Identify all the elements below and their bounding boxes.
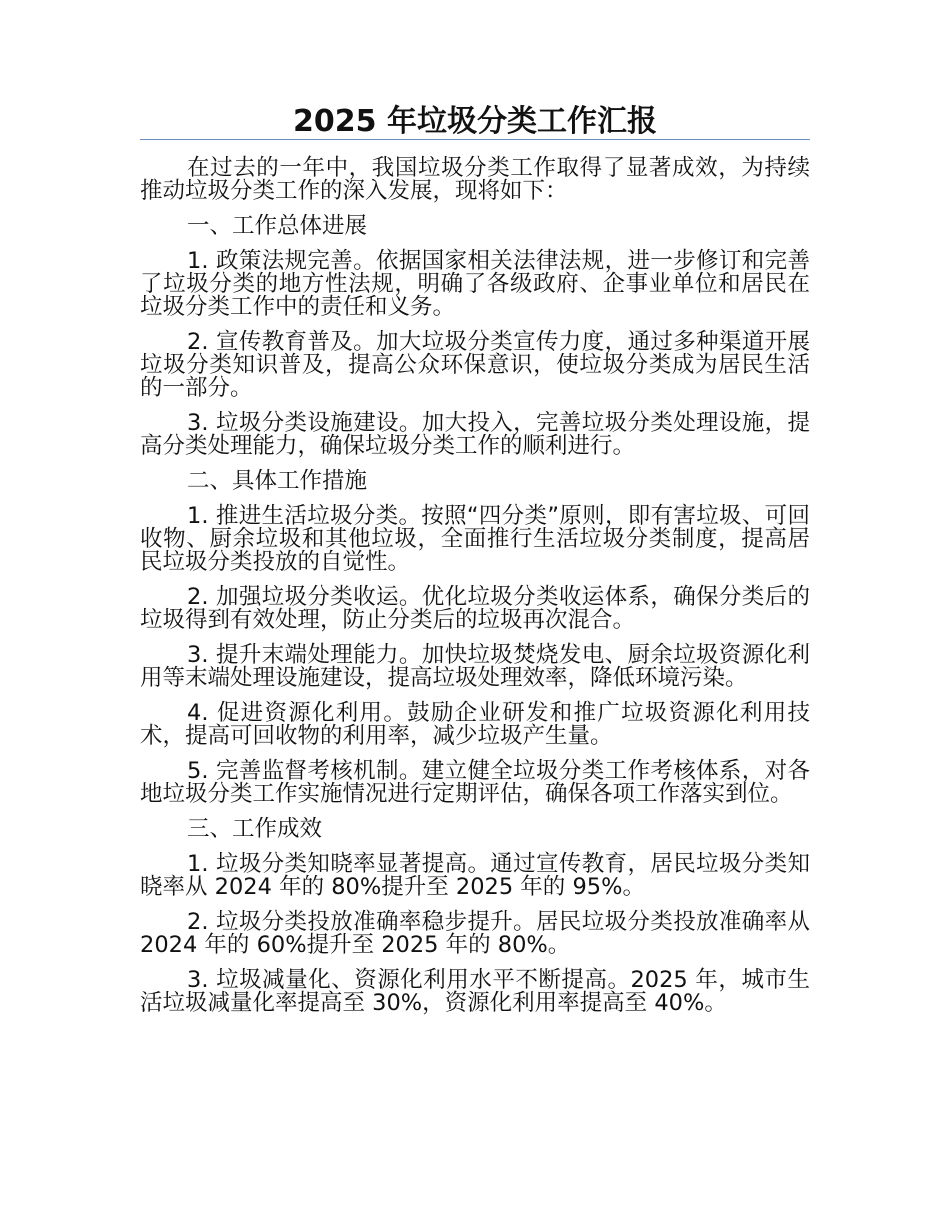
section-heading-results: 三、工作成效 [187,816,323,842]
paragraph-measures-1: 1. 推进生活垃圾分类。按照“四分类”原则，即有害垃圾、可回收物、厨余垃圾和其他垃圾，全面推行生活垃圾分类制度，提高居民垃圾分类投放的自觉性。 [140,503,810,575]
paragraph-progress-3: 3. 垃圾分类设施建设。加大投入，完善垃圾分类处理设施，提高分类处理能力，确保垃圾分类工作的顺利进行。 [140,410,810,459]
paragraph-measures-5: 5. 完善监督考核机制。建立健全垃圾分类工作考核体系，对各地垃圾分类工作实施情况进行定期评估，确保各项工作落实到位。 [140,758,810,807]
paragraph-intro: 在过去的一年中，我国垃圾分类工作取得了显著成效，为持续推动垃圾分类工作的深入发展，现将如下： [140,155,810,204]
paragraph-results-1: 1. 垃圾分类知晓率显著提高。通过宣传教育，居民垃圾分类知晓率从 2024 年的 80%提升至 2025 年的 95%。 [140,851,810,900]
paragraph-measures-3: 3. 提升末端处理能力。加快垃圾焚烧发电、厨余垃圾资源化利用等末端处理设施建设，提高垃圾处理效率，降低环境污染。 [140,642,810,691]
document-title: 2025 年垃圾分类工作汇报 [293,104,657,139]
paragraph-results-2: 2. 垃圾分类投放准确率稳步提升。居民垃圾分类投放准确率从 2024 年的 60%提升至 2025 年的 80%。 [140,909,810,958]
section-heading-progress: 一、工作总体进展 [187,213,368,239]
paragraph-measures-2: 2. 加强垃圾分类收运。优化垃圾分类收运体系，确保分类后的垃圾得到有效处理，防止分类后的垃圾再次混合。 [140,584,810,633]
title-underline [140,139,810,140]
paragraph-progress-1: 1. 政策法规完善。依据国家相关法律法规，进一步修订和完善了垃圾分类的地方性法规，明确了各级政府、企事业单位和居民在垃圾分类工作中的责任和义务。 [140,248,810,320]
section-heading-measures: 二、具体工作措施 [187,468,368,494]
paragraph-measures-4: 4. 促进资源化利用。鼓励企业研发和推广垃圾资源化利用技术，提高可回收物的利用率，减少垃圾产生量。 [140,700,810,749]
paragraph-progress-2: 2. 宣传教育普及。加大垃圾分类宣传力度，通过多种渠道开展垃圾分类知识普及，提高公众环保意识，使垃圾分类成为居民生活的一部分。 [140,329,810,401]
paragraph-results-3: 3. 垃圾减量化、资源化利用水平不断提高。2025 年，城市生活垃圾减量化率提高至 30%，资源化利用率提高至 40%。 [140,967,810,1016]
document-body [140,157,810,1027]
